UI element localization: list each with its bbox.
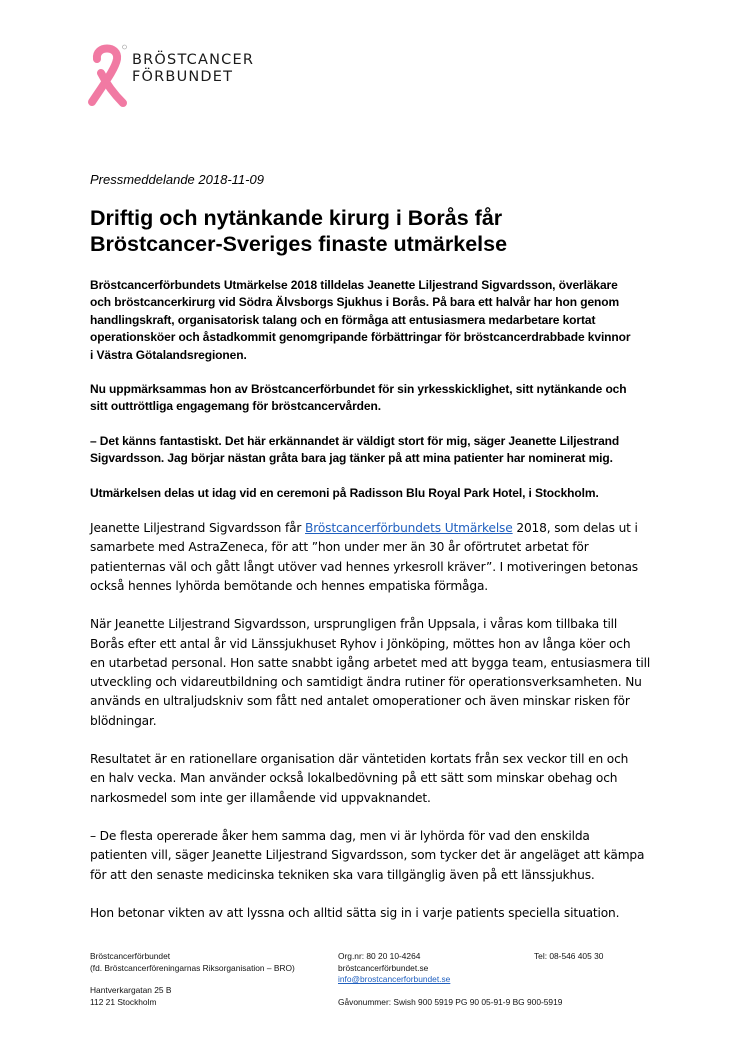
lead-paragraph	[90, 381, 660, 416]
body-paragraph	[90, 904, 660, 923]
text-line: i Västra Götalandsregionen.	[90, 347, 247, 362]
title-line: Driftig och nytänkande kirurg i Borås får	[90, 206, 503, 230]
text-line: Resultatet är en rationellare organisation där väntetiden kortats från sex veckor till en och	[90, 752, 629, 767]
award-link[interactable]: Bröstcancerförbundets Utmärkelse	[305, 521, 513, 536]
footer-address	[90, 951, 295, 1008]
text-line: för att den senaste medicinska tekniken ska vara tillgänglig även på ett länssjukhus.	[90, 867, 595, 882]
footer-org-former: (fd. Bröstcancerföreningarnas Riksorganisation – BRO)	[90, 962, 295, 973]
text-line: också hennes lyhörda bemötande och hennes empatiska förmåga.	[90, 578, 488, 593]
footer-donation: Gåvonummer: Swish 900 5919 PG 90 05-91-9 BG 900-5919	[338, 996, 563, 1007]
ribbon-icon	[86, 42, 130, 108]
text-line: narkosmedel som inte ger illamående vid uppvaknandet.	[90, 790, 431, 805]
text-line: När Jeanette Liljestrand Sigvardsson, ursprungligen från Uppsala, i våras kom tillbaka till	[90, 617, 618, 632]
text-line: Borås efter ett antal år vid Länssjukhuset Ryhov i Jönköping, möttes hon av långa köer och	[90, 636, 631, 651]
title-line: Bröstcancer-Sveriges finaste utmärkelse	[90, 232, 508, 256]
logo-line-1: BRÖSTCANCER	[132, 52, 255, 68]
logo-line-2: FÖRBUNDET	[132, 69, 234, 85]
text-line: en halv vecka. Man använder också lokalbedövning på ett sätt som minskar obehag och	[90, 771, 618, 786]
lead-paragraph	[90, 433, 660, 468]
text-line: – De flesta opererade åker hem samma dag, men vi är lyhörda för vad den enskilda	[90, 828, 590, 843]
text-line: Hon betonar vikten av att lyssna och alltid sätta sig in i varje patients speciella situation.	[90, 905, 620, 920]
footer-email-line	[338, 974, 562, 986]
text-line: – Det känns fantastiskt. Det här erkännandet är väldigt stort för mig, säger Jeanette Liljestrand	[90, 433, 620, 448]
footer	[90, 951, 650, 1021]
footer-phone-col	[534, 951, 603, 963]
text-line: Sigvardsson. Jag börjar nästan gråta bara jag tänker på att mina patienter har nominerat mig.	[90, 451, 613, 466]
text-line: Utmärkelsen delas ut idag vid en ceremoni på Radisson Blu Royal Park Hotel, i Stockholm.	[90, 485, 599, 500]
body-paragraph	[90, 750, 660, 808]
text-line: Nu uppmärksammas hon av Bröstcancerförbundet för sin yrkesskicklighet, sitt nytänkande och	[90, 382, 627, 397]
text-line	[90, 519, 660, 538]
footer-contact	[338, 951, 562, 1008]
page-title	[90, 205, 690, 257]
footer-org-name: Bröstcancerförbundet	[90, 951, 171, 961]
text-line: och bröstcancerkirurg vid Södra Älvsborgs Sjukhus i Borås. På bara ett halvår har hon genom	[90, 295, 620, 310]
text-line: Bröstcancerförbundets Utmärkelse 2018 tilldelas Jeanette Liljestrand Sigvardsson, överläkare	[90, 278, 618, 292]
lead-paragraph	[90, 485, 660, 502]
text-line: patienten vill, säger Jeanette Liljestrand Sigvardsson, som tycker det är angeläget att kämpa	[90, 848, 645, 863]
footer-email-link[interactable]: info@brostcancerforbundet.se	[338, 974, 451, 985]
text-line: samarbete med AstraZeneca, för att ”hon under mer än 30 år oförtrutet arbetat för	[90, 540, 589, 555]
text-line: patienternas väl och gått långt utöver vad hennes yrkesroll kräver”. I motiveringen betonas	[90, 559, 638, 574]
text-line: används en ultraljudskniv som fått ned antalet omoperationer och även minskar risken för	[90, 694, 630, 709]
text-line: blödningar.	[90, 713, 157, 728]
footer-city: 112 21 Stockholm	[90, 996, 157, 1007]
footer-orgnr: Org.nr: 80 20 10-4264	[338, 951, 421, 961]
body-paragraph	[90, 827, 660, 885]
text-fragment: 2018, som delas ut i	[512, 521, 638, 536]
logo	[86, 42, 255, 108]
press-release-body	[90, 277, 660, 942]
text-line: operationsköer och åstadkommit genomgripande förbättringar för bröstcancerdrabbade kvinnor	[90, 330, 631, 345]
body-paragraph	[90, 519, 660, 596]
body-paragraph	[90, 615, 660, 731]
footer-website: bröstcancerförbundet.se	[338, 962, 429, 973]
text-line: utveckling och vidareutbildning och samtidigt ändra rutiner för operationsverksamheten. Nu	[90, 675, 642, 690]
text-line: handlingskraft, organisatorisk talang och en förmåga att entusiasmera medarbetare kortat	[90, 312, 596, 327]
logo-wordmark	[132, 52, 254, 86]
footer-street: Hantverkargatan 25 B	[90, 985, 172, 996]
dateline: Pressmeddelande 2018-11-09	[90, 172, 264, 187]
footer-phone: Tel: 08-546 405 30	[534, 951, 604, 961]
text-line: en utarbetad personal. Hon satte snabbt igång arbetet med att bygga team, entusiasmera till	[90, 655, 651, 670]
lead-paragraph	[90, 277, 660, 364]
text-line: sitt outtröttliga engagemang för bröstcancervården.	[90, 399, 381, 414]
text-fragment: Jeanette Liljestrand Sigvardsson får	[90, 521, 306, 536]
